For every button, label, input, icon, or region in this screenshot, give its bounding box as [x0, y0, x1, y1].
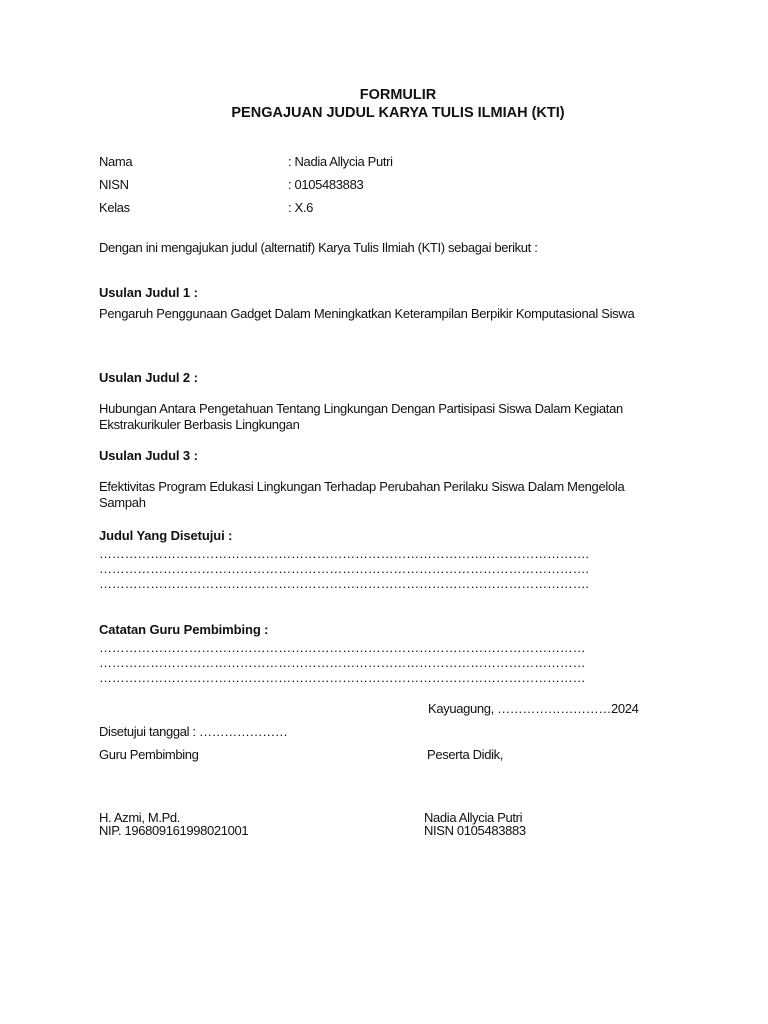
- nisn-label: NISN: [99, 177, 129, 192]
- teacher-notes-line: ……………………………………………………………………………………………………: [99, 655, 586, 670]
- form-title: FORMULIR: [359, 87, 437, 103]
- proposal-3-heading: Usulan Judul 3 :: [99, 448, 198, 463]
- proposal-2-heading: Usulan Judul 2 :: [99, 370, 198, 385]
- place-date: Kayuagung, ………………………2024: [428, 701, 639, 716]
- intro-text: Dengan ini mengajukan judul (alternatif) Karya Tulis Ilmiah (KTI) sebagai berikut :: [99, 240, 538, 255]
- teacher-notes-heading: Catatan Guru Pembimbing :: [99, 622, 269, 637]
- supervisor-nip: NIP. 196809161998021001: [99, 823, 249, 838]
- supervisor-name: H. Azmi, M.Pd.: [99, 810, 181, 825]
- name-value: : Nadia Allycia Putri: [288, 154, 393, 169]
- student-name: Nadia Allycia Putri: [424, 810, 523, 825]
- class-label: Kelas: [99, 200, 130, 215]
- approved-date: Disetujui tanggal : …………………: [99, 724, 288, 739]
- supervisor-role: Guru Pembimbing: [99, 747, 199, 762]
- student-role: Peserta Didik,: [427, 747, 504, 762]
- teacher-notes-line: ……………………………………………………………………………………………………: [99, 670, 586, 685]
- proposal-3-text: Efektivitas Program Edukasi Lingkungan Terhadap Perubahan Perilaku Siswa Dalam Mengelola Sampah: [99, 479, 625, 510]
- approved-title-line: …………………………………………………………………………………………………….: [99, 576, 589, 591]
- proposal-2-text: Hubungan Antara Pengetahuan Tentang Lingkungan Dengan Partisipasi Siswa Dalam Kegiatan Ekstrakurikuler Berbasis Lingkungan: [99, 401, 623, 432]
- form-subtitle: PENGAJUAN JUDUL KARYA TULIS ILMIAH (KTI): [231, 105, 565, 121]
- nisn-value: : 0105483883: [288, 177, 364, 192]
- approved-title-line: …………………………………………………………………………………………………….: [99, 561, 589, 576]
- proposal-1-text: Pengaruh Penggunaan Gadget Dalam Meningkatkan Keterampilan Berpikir Komputasional Siswa: [99, 306, 635, 321]
- class-value: : X.6: [288, 200, 313, 215]
- teacher-notes-line: ……………………………………………………………………………………………………: [99, 640, 586, 655]
- approved-title-heading: Judul Yang Disetujui :: [99, 528, 233, 543]
- student-nisn: NISN 0105483883: [424, 823, 526, 838]
- name-label: Nama: [99, 154, 133, 169]
- approved-title-line: …………………………………………………………………………………………………….: [99, 546, 589, 561]
- proposal-1-heading: Usulan Judul 1 :: [99, 285, 198, 300]
